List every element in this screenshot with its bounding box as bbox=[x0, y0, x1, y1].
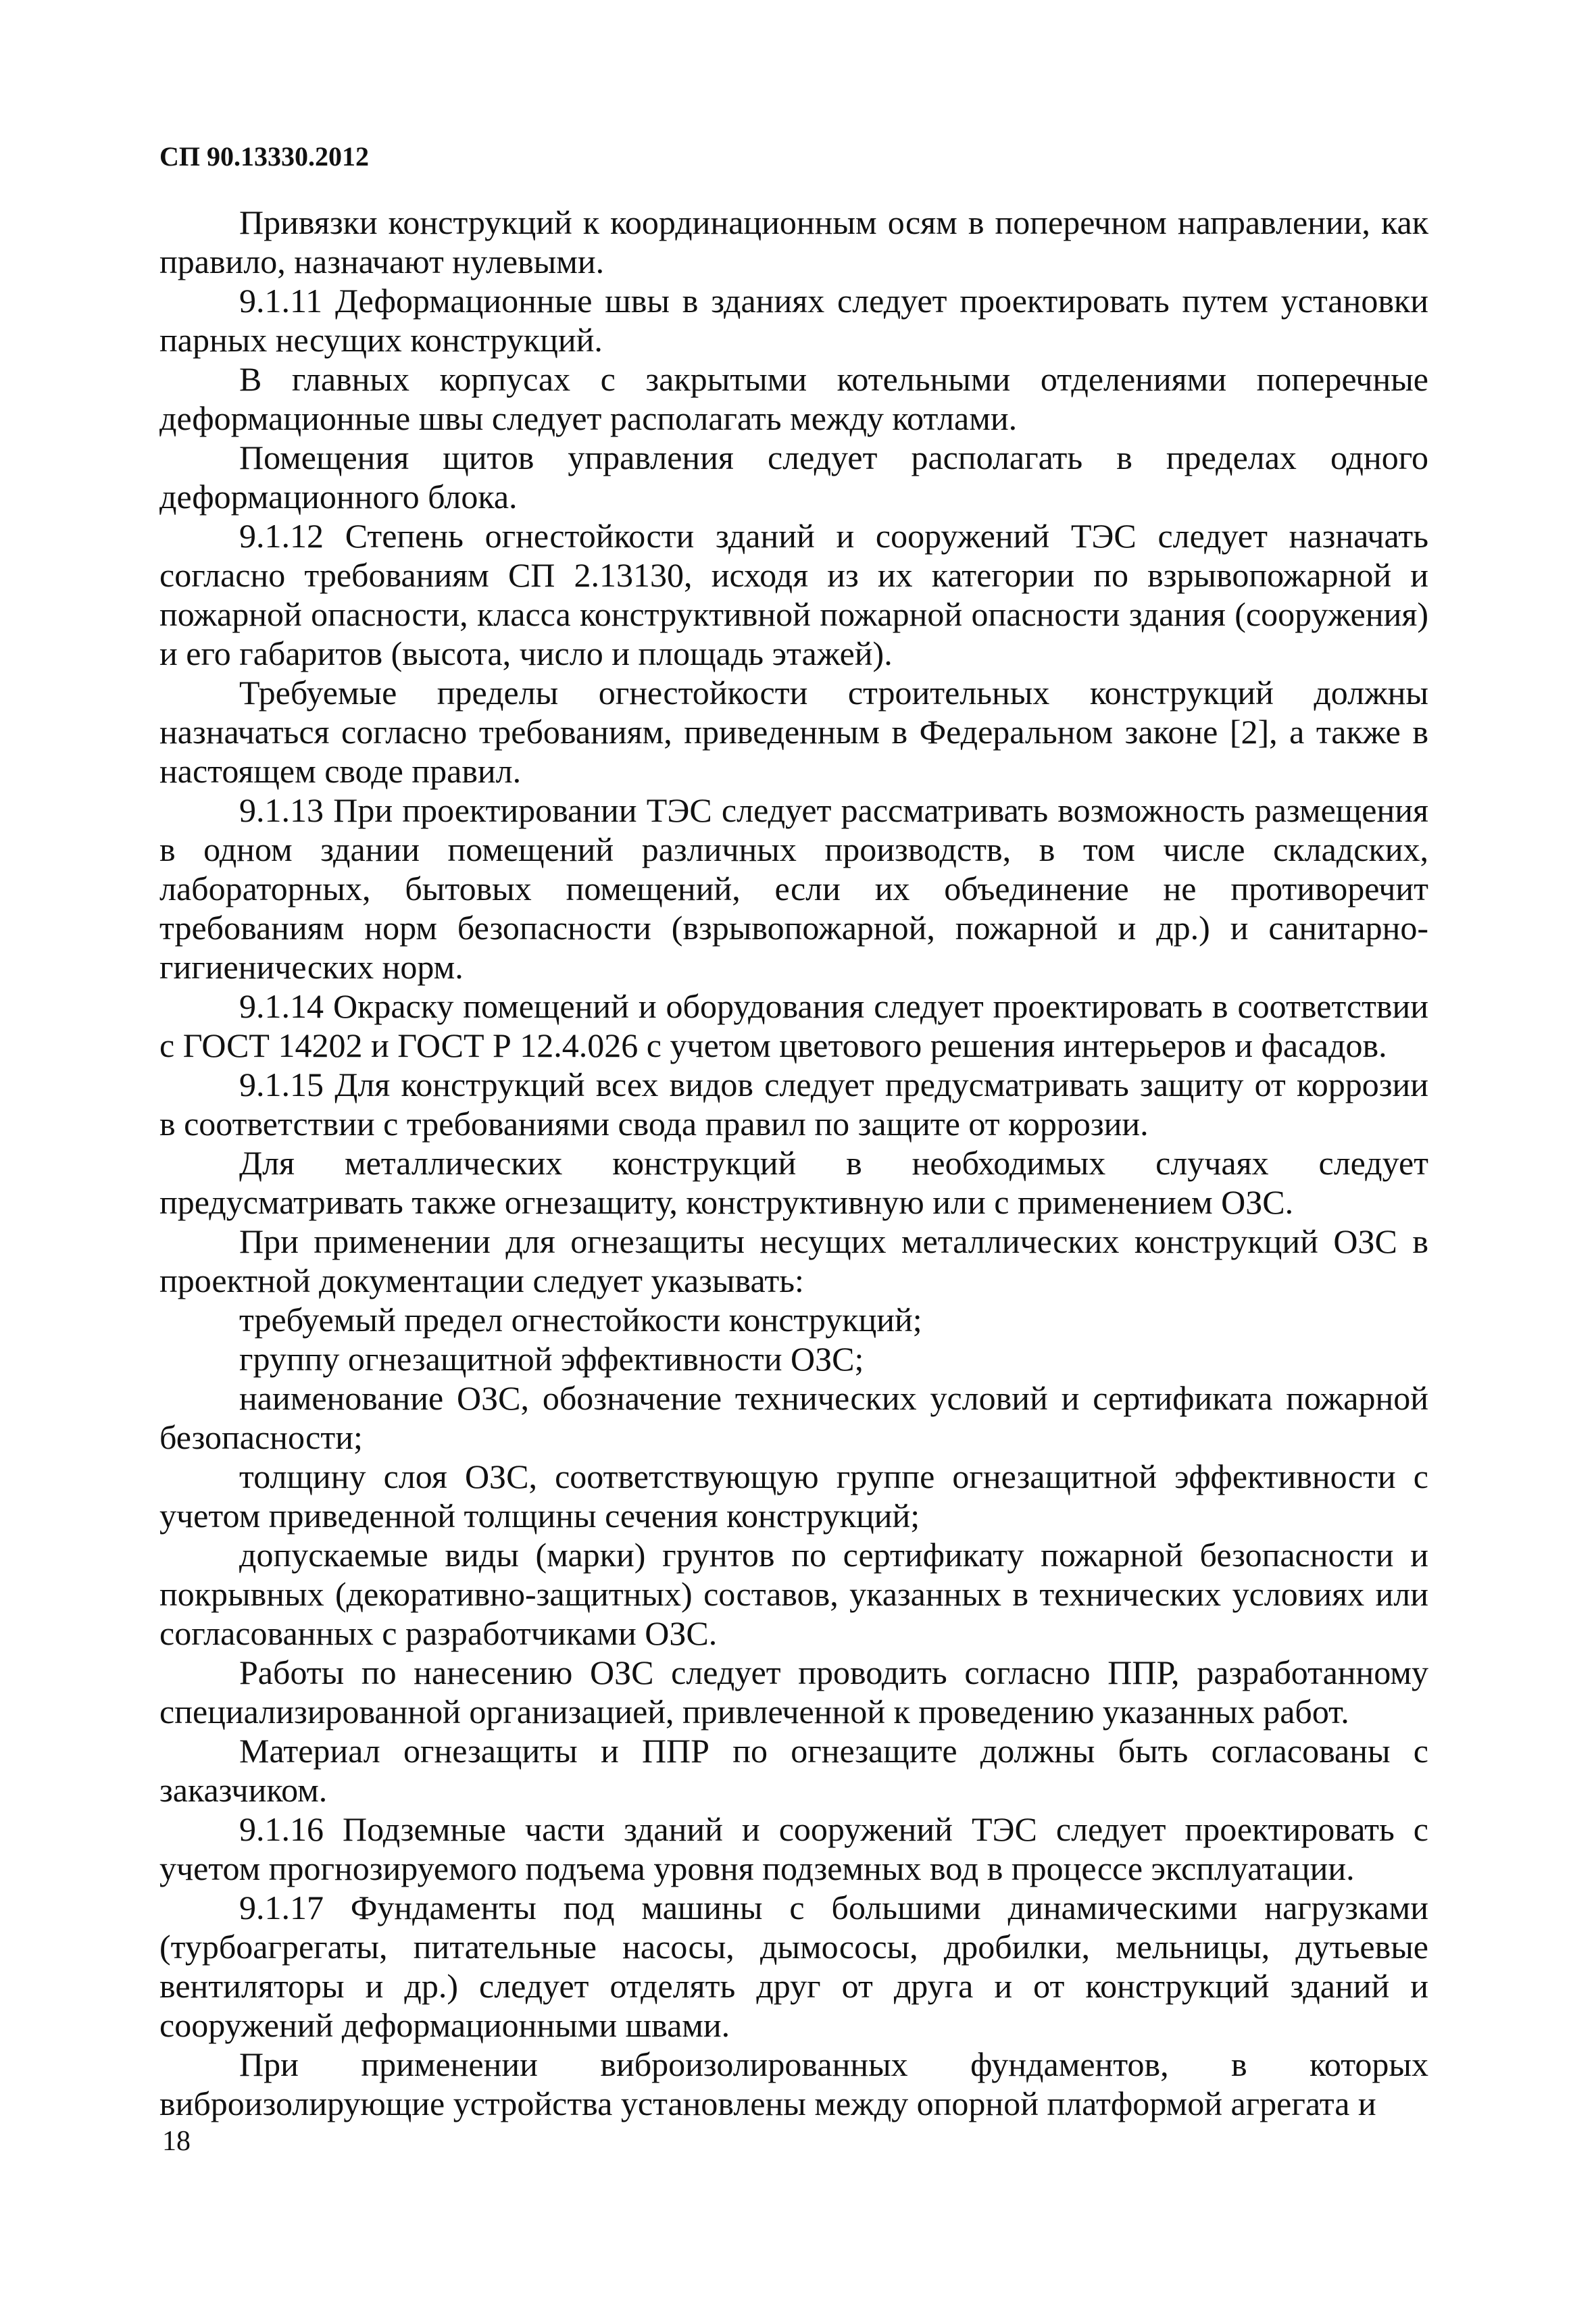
paragraph: 9.1.12 Степень огнестойкости зданий и сооружений ТЭС следует назначать согласно требованиям СП 2.13130, исходя из их категории по взрывопожарной и пожарной опасности, класса конструктивной пожарной опасности здания (сооружения) и его габаритов (высота, число и площадь этажей). bbox=[159, 517, 1428, 672]
paragraph: 9.1.15 Для конструкций всех видов следует предусматривать защиту от коррозии в соответствии с требованиями свода правил по защите от коррозии. bbox=[159, 1066, 1428, 1143]
paragraph: При применении виброизолированных фундаментов, в которых виброизолирующие устройства установлены между опорной платформой агрегата и bbox=[159, 2045, 1428, 2122]
paragraph: 9.1.11 Деформационные швы в зданиях следует проектировать путем установки парных несущих конструкций. bbox=[159, 282, 1428, 359]
body-text bbox=[159, 203, 1428, 2123]
document-code-header: СП 90.13330.2012 bbox=[159, 141, 369, 172]
paragraph: Требуемые пределы огнестойкости строительных конструкций должны назначаться согласно требованиям, приведенным в Федеральном законе [2], а также в настоящем своде правил. bbox=[159, 674, 1428, 790]
list-item: допускаемые виды (марки) грунтов по сертификату пожарной безопасности и покрывных (декоративно-защитных) составов, указанных в технических условиях или согласованных с разработчиками ОЗС. bbox=[159, 1536, 1428, 1652]
paragraph: Материал огнезащиты и ППР по огнезащите должны быть согласованы с заказчиком. bbox=[159, 1732, 1428, 1809]
paragraph: 9.1.13 При проектировании ТЭС следует рассматривать возможность размещения в одном здании помещений различных производств, в том числе складских, лабораторных, бытовых помещений, если их объединение не противоречит требованиям норм безопасности (взрывопожарной, пожарной и др.) и санитарно-гигиенических норм. bbox=[159, 791, 1428, 986]
paragraph: Работы по нанесению ОЗС следует проводить согласно ППР, разработанному специализированной организацией, привлеченной к проведению указанных работ. bbox=[159, 1653, 1428, 1731]
paragraph: В главных корпусах с закрытыми котельными отделениями поперечные деформационные швы следует располагать между котлами. bbox=[159, 360, 1428, 437]
list-item: толщину слоя ОЗС, соответствующую группе огнезащитной эффективности с учетом приведенной толщины сечения конструкций; bbox=[159, 1458, 1428, 1535]
list-item: группу огнезащитной эффективности ОЗС; bbox=[239, 1340, 864, 1378]
paragraph: 9.1.14 Окраску помещений и оборудования следует проектировать в соответствии с ГОСТ 14202 и ГОСТ Р 12.4.026 с учетом цветового решения интерьеров и фасадов. bbox=[159, 987, 1428, 1064]
paragraph: 9.1.17 Фундаменты под машины с большими динамическими нагрузками (турбоагрегаты, питательные насосы, дымососы, дробилки, мельницы, дутьевые вентиляторы и др.) следует отделять друг от друга и от конструкций зданий и сооружений деформационными швами. bbox=[159, 1889, 1428, 2044]
page-number: 18 bbox=[162, 2126, 191, 2157]
paragraph: Для металлических конструкций в необходимых случаях следует предусматривать также огнезащиту, конструктивную или с применением ОЗС. bbox=[159, 1144, 1428, 1221]
paragraph: Помещения щитов управления следует располагать в пределах одного деформационного блока. bbox=[159, 439, 1428, 516]
list-item: требуемый предел огнестойкости конструкций; bbox=[239, 1301, 922, 1339]
paragraph: Привязки конструкций к координационным осям в поперечном направлении, как правило, назначают нулевыми. bbox=[159, 203, 1428, 280]
list-item: наименование ОЗС, обозначение технических условий и сертификата пожарной безопасности; bbox=[159, 1379, 1428, 1456]
paragraph: 9.1.16 Подземные части зданий и сооружений ТЭС следует проектировать с учетом прогнозируемого подъема уровня подземных вод в процессе эксплуатации. bbox=[159, 1810, 1428, 1887]
paragraph: При применении для огнезащиты несущих металлических конструкций ОЗС в проектной документации следует указывать: bbox=[159, 1222, 1428, 1299]
